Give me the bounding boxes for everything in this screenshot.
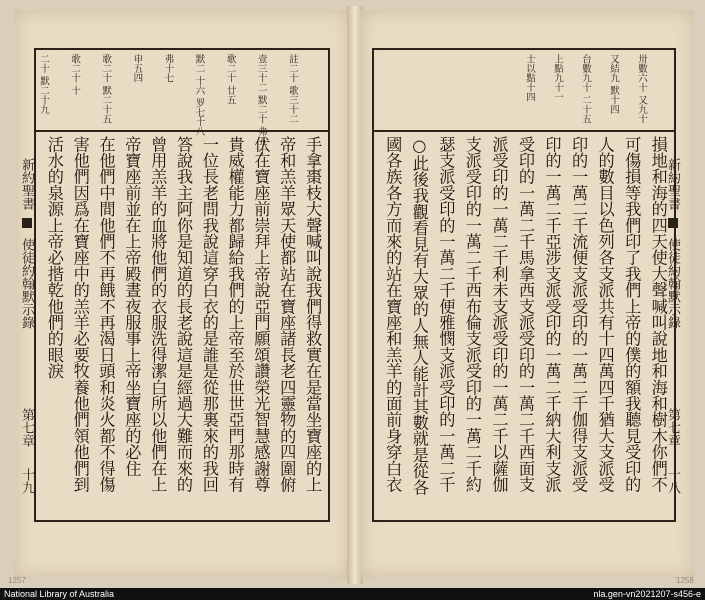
text-column: 人的數目以色列各支派共有十四萬四千猶大支派受 [595,136,615,493]
left-text-frame [34,48,330,522]
page-mark-left: 1257 [8,576,26,585]
text-column: 派受印的一萬二千利未支派受印的一萬二千以薩伽 [489,136,509,493]
cross-reference-note: 默二 十六 罗七十八 [193,54,205,137]
right-cross-references [374,50,674,132]
text-column: 帝寶座前並在上帝殿晝夜服事上帝坐寶座的必住 [122,136,142,477]
running-title: 新約聖書 [665,158,680,210]
text-column: 答說我主阿你是知道的長老說這是經過大難而來的 [174,136,193,493]
page-number: 十八 [665,468,680,494]
cross-reference-note: 壹三十二 默二十 弗五十 [255,54,267,156]
text-column: 國各族各方而來的站在寶座和羔羊的面前身穿白衣 [383,136,403,493]
cross-reference-note: 上點九十一 [552,54,563,102]
book-title: 使徒約翰默示錄 [19,238,34,329]
text-column: 印的一萬二千亞涉支派受印的一萬二千納大利支派 [542,136,562,493]
cross-reference-note: 又結九 默十四 [608,54,619,115]
text-column: 受印的一萬二千馬拿西支派受印的一萬二千西面支 [516,136,535,493]
section-marker [666,218,681,228]
footer-bar [0,588,705,600]
book-title: 使徒約翰默示錄 [665,238,680,329]
right-page [360,10,694,578]
text-column: 在他們中間他們不再餓不再渴日頭和炎火都不得傷 [96,136,116,493]
cross-reference-note: 士以點十四 [524,54,535,102]
text-column: 印的一萬二千流便支派受印的一萬二千伽得支派受 [569,136,589,493]
left-margin [14,48,50,518]
cross-reference-note: 註二十 歌三十二 [286,54,298,124]
text-column: 害他們因爲在寶座中的羔羊必要牧養他們領他們到 [70,136,90,493]
right-text-frame [372,48,676,522]
text-column: 可傷損等我們印了我們上帝的僕的額我聽見受印的 [622,136,642,493]
text-column: 伏在寶座前崇拜上帝說亞門願頌讚榮光智慧感謝尊 [251,136,271,493]
text-column: 一位長老問我說這穿白衣的是誰是從那裏來的我回 [199,136,219,493]
left-page [14,10,349,578]
chapter-label: 第七章 [665,408,680,447]
page-mark-right: 1258 [676,576,694,585]
left-cross-references [36,50,328,156]
section-marker [20,218,35,228]
cross-reference-note: 弗十七 [162,54,174,83]
cross-reference-note: 歌二十 十 [69,54,81,96]
text-column: ○此後我觀看見有大眾的人無人能計其數就是從各 [409,136,429,496]
running-title: 新約聖書 [19,158,34,210]
text-column: 活水的泉源上帝必揩乾他們的眼淚 [44,136,64,379]
cross-reference-note: 台數九十 二十五 [580,54,591,124]
cross-reference-note: 申五四 [131,54,143,83]
text-column: 貴威權能力都歸給我們的上帝至於世世亞門那時有 [225,136,245,493]
footer-identifier: nla.gen-vn2021207-s456-e [593,589,701,599]
right-margin [660,48,696,518]
page-number: 十九 [19,468,34,494]
footer-source: National Library of Australia [4,589,115,599]
text-column: 支派受印的一萬二千西布倫支派受印的一萬二千約 [462,136,482,493]
cross-reference-note: 二十 默二十九 [38,54,49,115]
text-column: 損地和海的四天使大聲喊叫說地和海和樹木你們不 [648,136,668,493]
text-column: 帝和羔羊眾天使都站在寶座諸長老四靈物的四圍俯 [277,136,297,493]
text-column: 曾用羔羊的血將他們的衣服洗得潔白所以他們在上 [148,136,168,493]
chapter-label: 第七章 [19,408,34,447]
text-column: 手拿棗枝大聲喊叫說我們得救實在是當坐寶座的上 [303,136,323,493]
cross-reference-note: 卅數六十 又九十 [636,54,647,124]
cross-reference-note: 歌二十 廿五 [224,54,236,105]
cross-reference-note: 歌二十 默二十五 [100,54,112,124]
text-column: 瑟支派受印的一萬二千便雅憫支派受印的一萬二千 [436,136,456,493]
